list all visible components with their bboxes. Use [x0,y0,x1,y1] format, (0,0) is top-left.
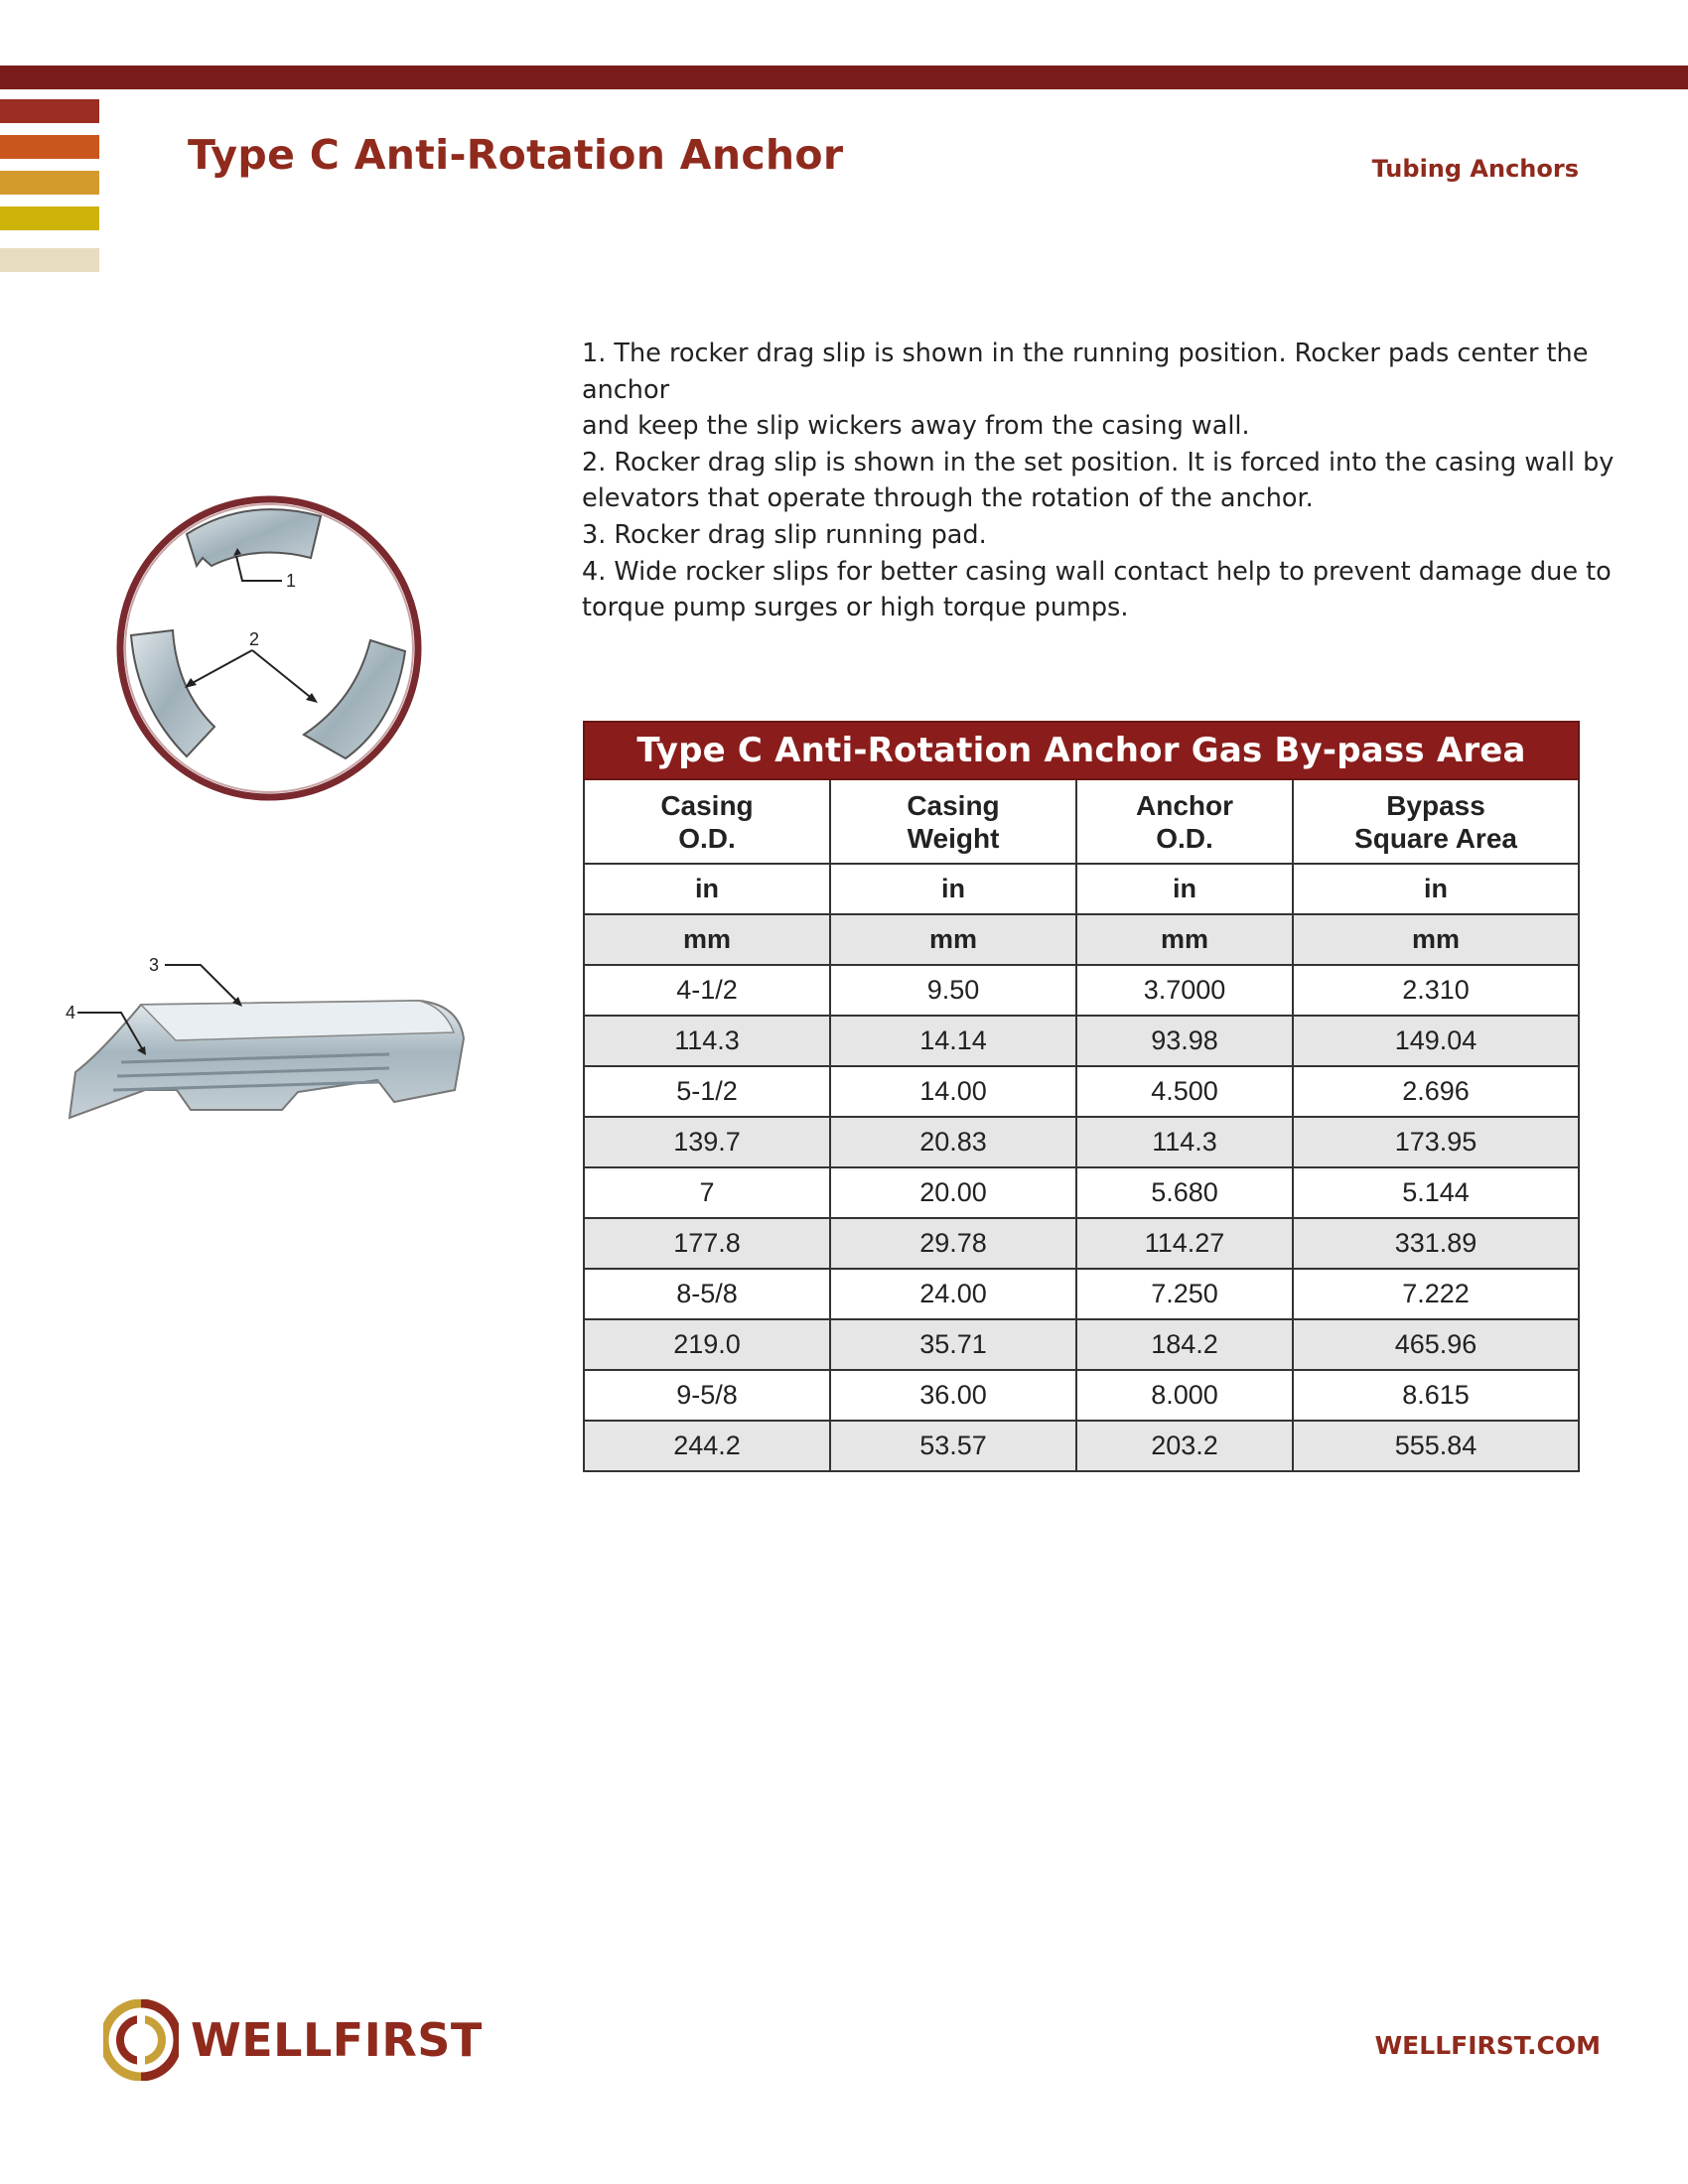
table-row [584,965,1579,1016]
unit-cell: mm [1293,914,1579,965]
table-cell: 14.14 [830,1016,1076,1066]
description-line: 1. The rocker drag slip is shown in the running position. Rocker pads center the [582,339,1589,368]
description-line: 2. Rocker drag slip is shown in the set position. It is forced into the casing wall by [582,447,1615,478]
table-cell: 5.680 [1076,1167,1293,1218]
column-header-label: Casing Weight [907,789,1000,854]
logo-text: WELLFIRST [191,2013,483,2067]
table-cell: 20.00 [830,1167,1076,1218]
table-row [584,1269,1579,1319]
table-cell: 184.2 [1076,1319,1293,1370]
table-row [584,1117,1579,1167]
table-cell: 114.3 [584,1016,830,1066]
table-caption: Type C Anti-Rotation Anchor Gas By-pass Area [584,722,1579,779]
table-cell: 331.89 [1293,1218,1579,1269]
figure-label-1: 1 [286,571,297,591]
table-cell: 8.615 [1293,1370,1579,1421]
table-cell: 3.7000 [1076,965,1293,1016]
table-row [584,1016,1579,1066]
description-line: torque pump surges or high torque pumps. [582,593,1129,623]
column-header [830,779,1076,864]
table-cell: 29.78 [830,1218,1076,1269]
column-header [584,779,830,864]
table-cell: 2.310 [1293,965,1579,1016]
wellfirst-logo [103,1999,483,2081]
description-line: 4. Wide rocker slips for better casing wall contact help to prevent damage due to [582,556,1612,587]
table-cell: 9.50 [830,965,1076,1016]
table-cell: 8.000 [1076,1370,1293,1421]
column-header-label: Anchor O.D. [1136,789,1233,854]
unit-cell: mm [584,914,830,965]
section-label: Tubing Anchors [1371,155,1579,183]
figure-label-2: 2 [249,629,260,649]
color-stripe [0,248,99,272]
unit-cell: mm [1076,914,1293,965]
color-stripe [0,206,99,230]
table-cell: 7.222 [1293,1269,1579,1319]
header-bar [0,66,1688,89]
page-title: Type C Anti-Rotation Anchor [188,131,844,179]
table-cell: 5-1/2 [584,1066,830,1117]
table-cell: 20.83 [830,1117,1076,1167]
table-cell: 149.04 [1293,1016,1579,1066]
description-line: and keep the slip wickers away from the casing wall. [582,411,1250,442]
slip-detail-diagram [62,943,479,1132]
table-cell: 35.71 [830,1319,1076,1370]
table-cell: 203.2 [1076,1421,1293,1471]
column-header [1293,779,1579,864]
table-body [584,864,1579,1471]
unit-row [584,864,1579,914]
table-header-row [584,779,1579,864]
color-stripe [0,99,99,123]
color-stripe [0,171,99,195]
table-cell: 14.00 [830,1066,1076,1117]
table-row [584,1218,1579,1269]
table-row [584,1370,1579,1421]
wellfirst-logo-mark [103,1999,179,2081]
column-header-label: Casing O.D. [660,789,754,854]
table-row [584,1319,1579,1370]
figure-label-3: 3 [149,955,160,975]
table-cell: 24.00 [830,1269,1076,1319]
column-header-label: Bypass Square Area [1354,789,1517,854]
table-cell: 5.144 [1293,1167,1579,1218]
table-cell: 93.98 [1076,1016,1293,1066]
table-cell: 244.2 [584,1421,830,1471]
table-cell: 53.57 [830,1421,1076,1471]
table-cell: 36.00 [830,1370,1076,1421]
color-stripe [0,135,99,159]
table-cell: 7 [584,1167,830,1218]
description-text [582,336,1615,626]
unit-cell: in [1076,864,1293,914]
description-line: elevators that operate through the rotation of the anchor. [582,483,1314,514]
table-row [584,1167,1579,1218]
unit-cell: in [1293,864,1579,914]
table-cell: 173.95 [1293,1117,1579,1167]
table-cell: 114.3 [1076,1117,1293,1167]
table-cell: 219.0 [584,1319,830,1370]
table-cell: 465.96 [1293,1319,1579,1370]
bypass-area-table [583,721,1580,1472]
unit-cell: in [830,864,1076,914]
description-line: 3. Rocker drag slip running pad. [582,519,987,550]
table-cell: 555.84 [1293,1421,1579,1471]
table-cell: 9-5/8 [584,1370,830,1421]
table-cell: 2.696 [1293,1066,1579,1117]
table-cell: 177.8 [584,1218,830,1269]
column-header [1076,779,1293,864]
figure-label-4: 4 [66,1003,76,1023]
unit-cell: in [584,864,830,914]
table-cell: 4.500 [1076,1066,1293,1117]
slip-position-diagram [107,486,435,814]
description-line: anchor [582,374,670,405]
unit-cell: mm [830,914,1076,965]
unit-row [584,914,1579,965]
table-row [584,1421,1579,1471]
table-cell: 139.7 [584,1117,830,1167]
website-link[interactable]: WELLFIRST.COM [1374,2031,1601,2060]
table-cell: 8-5/8 [584,1269,830,1319]
table-cell: 7.250 [1076,1269,1293,1319]
slip-set-left [131,630,214,756]
table-cell: 114.27 [1076,1218,1293,1269]
table-row [584,1066,1579,1117]
table-cell: 4-1/2 [584,965,830,1016]
